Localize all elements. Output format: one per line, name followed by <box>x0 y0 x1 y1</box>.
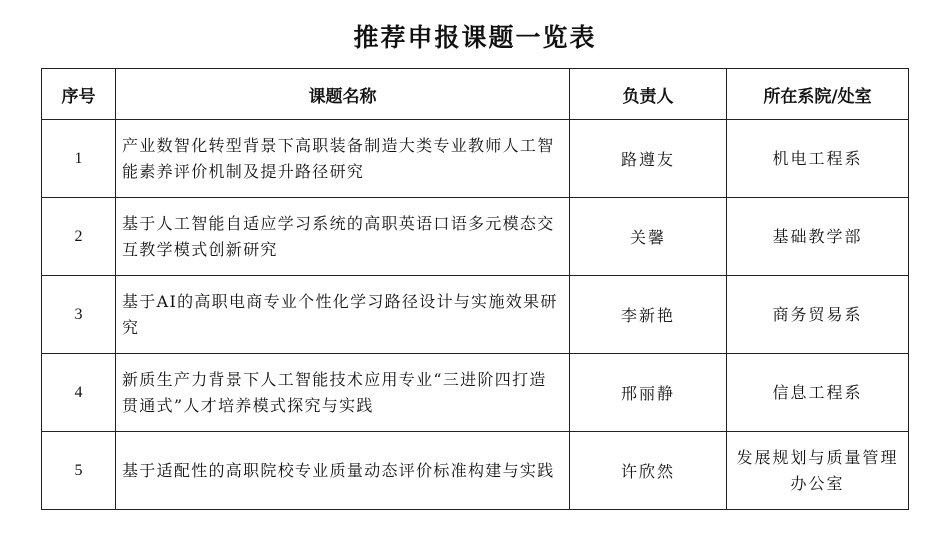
row-person: 邢丽静 <box>570 354 727 432</box>
row-person: 李新艳 <box>570 276 727 354</box>
table-row <box>42 276 909 354</box>
header-person: 负责人 <box>570 69 727 120</box>
header-topic: 课题名称 <box>116 69 570 120</box>
table-row <box>42 354 909 432</box>
row-dept: 发展规划与质量管理办公室 <box>727 432 909 510</box>
header-index: 序号 <box>42 69 116 120</box>
row-topic: 新质生产力背景下人工智能技术应用专业“三进阶四打造贯通式”人才培养模式探究与实践 <box>116 354 570 432</box>
row-topic: 产业数智化转型背景下高职装备制造大类专业教师人工智能素养评价机制及提升路径研究 <box>116 120 570 198</box>
row-dept: 机电工程系 <box>727 120 909 198</box>
row-index: 1 <box>42 120 116 198</box>
row-topic: 基于适配性的高职院校专业质量动态评价标准构建与实践 <box>116 432 570 510</box>
row-dept: 商务贸易系 <box>727 276 909 354</box>
row-index: 5 <box>42 432 116 510</box>
row-dept: 基础教学部 <box>727 198 909 276</box>
table-row <box>42 120 909 198</box>
row-index: 4 <box>42 354 116 432</box>
row-person: 路遵友 <box>570 120 727 198</box>
row-person: 关馨 <box>570 198 727 276</box>
table-row <box>42 198 909 276</box>
row-person: 许欣然 <box>570 432 727 510</box>
row-topic: 基于人工智能自适应学习系统的高职英语口语多元模态交互教学模式创新研究 <box>116 198 570 276</box>
table-row <box>42 432 909 510</box>
table-header-row <box>42 69 909 120</box>
page-title: 推荐申报课题一览表 <box>353 23 597 52</box>
row-dept: 信息工程系 <box>727 354 909 432</box>
header-dept: 所在系院/处室 <box>727 69 909 120</box>
row-index: 2 <box>42 198 116 276</box>
row-topic: 基于AI的高职电商专业个性化学习路径设计与实施效果研究 <box>116 276 570 354</box>
topics-table <box>41 68 909 510</box>
row-index: 3 <box>42 276 116 354</box>
